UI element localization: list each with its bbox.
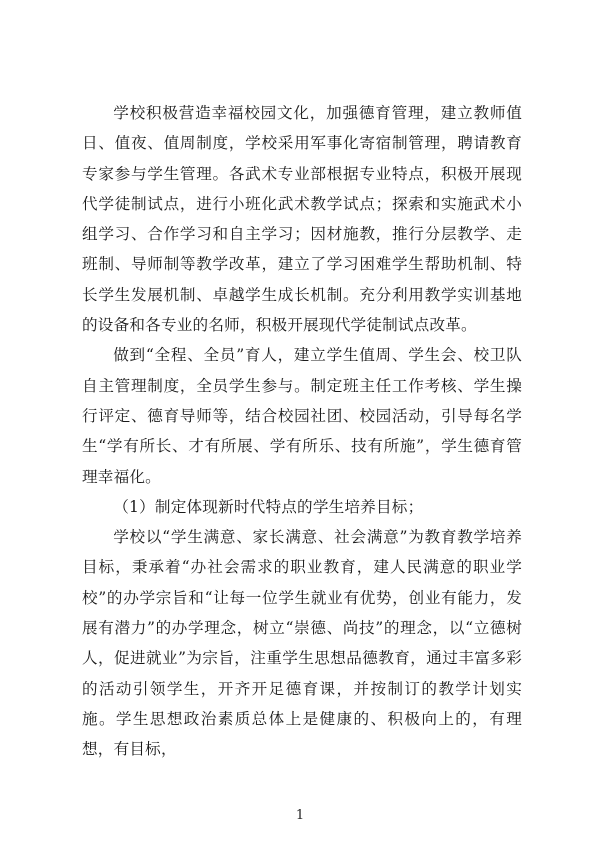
document-body: [82, 98, 522, 765]
page-number: 1: [295, 808, 305, 823]
paragraph-all-staff-education: 做到“全程、全员”育人，建立学生值周、学生会、校卫队自主管理制度，全员学生参与。制定班主任工作考核、学生操行评定、德育导师等，结合校园社团、校园活动，引导每名学生“学有所长、才有所展、学有所乐、技有所施”，学生德育管理幸福化。: [82, 346, 522, 486]
paragraph-training-goals: 学校以“学生满意、家长满意、社会满意”为教育教学培养目标，秉承着“办社会需求的职业教育，建人民满意的职业学校”的办学宗旨和“让每一位学生就业有优势，创业有能力，发展有潜力”的办学理念，树立“崇德、尚技”的理念，以“立德树人，促进就业”为宗旨，注重学生思想品德教育，通过丰富多彩的活动引领学生，开齐开足德育课，并按制订的教学计划实施。学生思想政治素质总体上是健康的、积极向上的，有理想，有目标，: [82, 528, 522, 759]
paragraph-section-heading: （1）制定体现新时代特点的学生培养目标；: [113, 497, 424, 516]
paragraph-school-culture: 学校积极营造幸福校园文化，加强德育管理，建立教师值日、值夜、值周制度，学校采用军事化寄宿制管理，聘请教育专家参与学生管理。各武术专业部根据专业特点，积极开展现代学徒制试点，进行小班化武术教学试点；探索和实施武术小组学习、合作学习和自主学习；因材施教，推行分层教学、走班制、导师制等教学改革，建立了学习困难学生帮助机制、特长学生发展机制、卓越学生成长机制。充分利用教学实训基地的设备和各专业的名师，积极开展现代学徒制试点改革。: [82, 104, 522, 335]
